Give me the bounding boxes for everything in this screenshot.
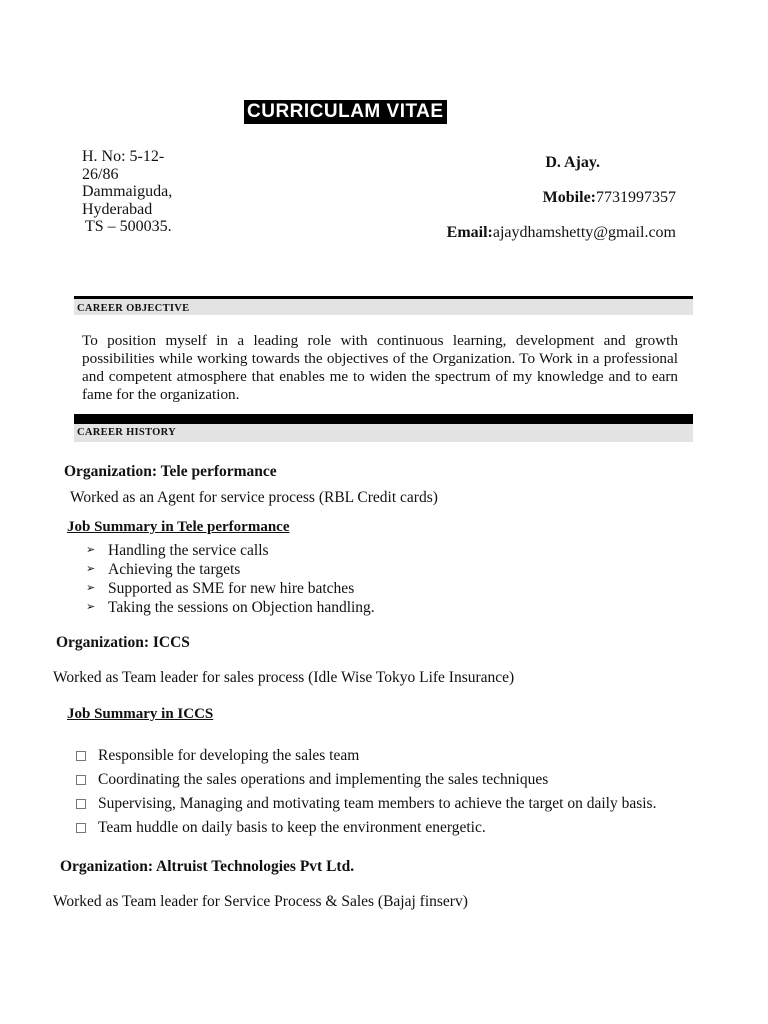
email-value: ajaydhamshetty@gmail.com — [492, 224, 676, 241]
list-item: Responsible for developing the sales team — [76, 744, 656, 768]
address-line: TS – 500035. — [85, 218, 172, 235]
job-role: Worked as Team leader for sales process (Idle Wise Tokyo Life Insurance) — [53, 669, 515, 686]
contact-name — [545, 154, 600, 172]
list-item: ➢ Taking the sessions on Objection handling. — [86, 599, 375, 616]
checkbox-bullet-icon — [76, 775, 86, 785]
organization-title: Organization: Altruist Technologies Pvt Ltd. — [60, 858, 355, 875]
arrow-bullet-icon: ➢ — [86, 601, 96, 613]
address-block — [82, 148, 202, 236]
job-role: Worked as an Agent for service process (RBL Credit cards) — [70, 489, 438, 506]
list-item: Supervising, Managing and motivating team members to achieve the target on daily basis. — [76, 792, 656, 816]
address-line: 26/86 — [82, 165, 119, 183]
arrow-bullet-icon: ➢ — [86, 563, 96, 575]
section-career-objective: CAREER OBJECTIVE — [74, 296, 693, 315]
mobile-value: 7731997357 — [596, 189, 676, 206]
job-summary-list — [76, 744, 656, 840]
contact-email — [447, 224, 676, 242]
organization-title: Organization: ICCS — [56, 634, 190, 651]
checkbox-bullet-icon — [76, 751, 86, 761]
contact-mobile — [543, 189, 676, 207]
section-career-history: CAREER HISTORY — [74, 414, 693, 442]
list-item: Coordinating the sales operations and implementing the sales techniques — [76, 768, 656, 792]
arrow-bullet-icon: ➢ — [86, 544, 96, 556]
email-label: Email: — [446, 224, 493, 241]
address-line: Hyderabad — [82, 200, 153, 218]
checkbox-bullet-icon — [76, 799, 86, 809]
name-text: D. Ajay. — [545, 154, 600, 171]
checkbox-bullet-icon — [76, 823, 86, 833]
arrow-bullet-icon: ➢ — [86, 582, 96, 594]
list-item: ➢ Achieving the targets — [86, 561, 241, 578]
address-line: H. No: 5-12- — [82, 148, 165, 165]
job-role: Worked as Team leader for Service Process & Sales (Bajaj finserv) — [53, 893, 468, 910]
career-objective-text: To position myself in a leading role with continuous learning, development and growth possibilities while working towards the objectives of the Organization. To Work in a professional and competent atmosphere that enables me to widen the spectrum of my knowledge and to earn fame for the organization. — [82, 332, 678, 403]
mobile-label: Mobile: — [542, 189, 596, 206]
job-summary-heading: Job Summary in Tele performance — [67, 519, 290, 535]
organization-title: Organization: Tele performance — [64, 463, 277, 480]
job-summary-heading: Job Summary in ICCS — [67, 706, 214, 722]
job-summary-list — [86, 541, 375, 617]
list-item: ➢ Supported as SME for new hire batches — [86, 580, 355, 597]
document-title: CURRICULAM VITAE — [244, 100, 447, 124]
list-item: Team huddle on daily basis to keep the environment energetic. — [76, 816, 656, 840]
list-item: ➢ Handling the service calls — [86, 542, 269, 559]
address-line: Dammaiguda, — [82, 183, 173, 200]
